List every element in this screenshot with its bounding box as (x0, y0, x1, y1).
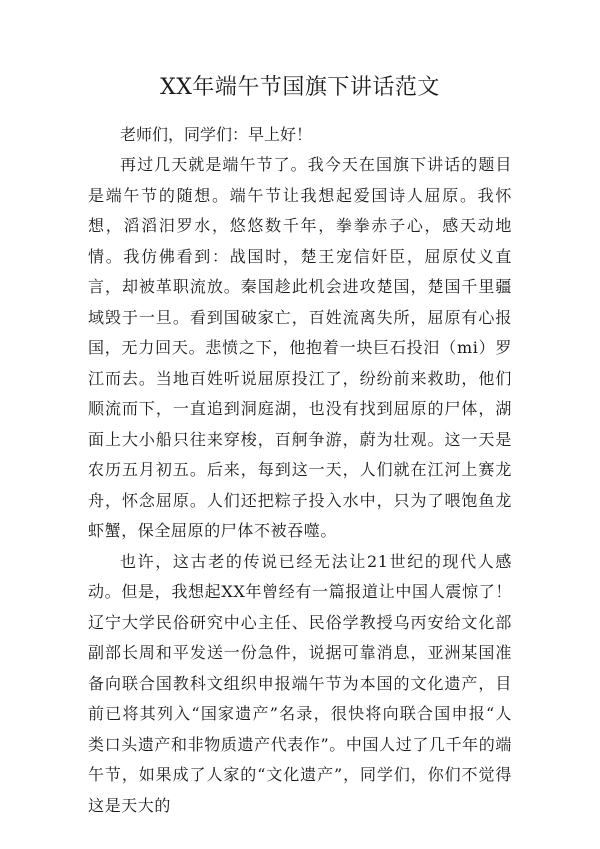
greeting-line: 老师们，同学们：早上好！ (120, 125, 313, 144)
paragraph-2: 也许，这古老的传说已经无法让21世纪的现代人感动。但是，我想起XX年曾经有一篇报道让中国人震惊了！辽宁大学民俗研究中心主任、民俗学教授乌丙安给文化部副部长周和平发送一份急件，说据可靠消息，亚洲某国准备向联合国教科文组织申报端午节为本国的文化遗产，目前已将其列入“国家遗产”名录，很快将向联合国申报“人类口头遗产和非物质遗产代表作”。中国人过了几千年的端午节，如果成了人家的“文化遗产”，同学们，你们不觉得这是天大的 (88, 551, 512, 815)
document-title: XX年端午节国旗下讲话范文 (160, 75, 440, 100)
paragraph-1: 再过几天就是端午节了。我今天在国旗下讲话的题目是端午节的随想。端午节让我想起爱国诗人屈原。我怀想，滔滔汨罗水，悠悠数千年，拳拳赤子心，感天动地情。我仿佛看到：战国时，楚王宠信奸臣，屈原仗义直言，却被革职流放。秦国趁此机会进攻楚国，楚国千里疆域毁于一旦。看到国破家亡，百姓流离失所，屈原有心报国，无力回天。悲愤之下，他抱着一块巨石投汨（mi）罗江而去。当地百姓听说屈原投江了，纷纷前来救助，他们顺流而下，一直追到洞庭湖，也没有找到屈原的尸体，湖面上大小船只往来穿梭，百舸争游，蔚为壮观。这一天是农历五月初五。后来，每到这一天，人们就在江河上赛龙舟，怀念屈原。人们还把粽子投入水中，只为了喂饱鱼龙虾蟹，保全屈原的尸体不被吞噬。 (88, 155, 512, 540)
